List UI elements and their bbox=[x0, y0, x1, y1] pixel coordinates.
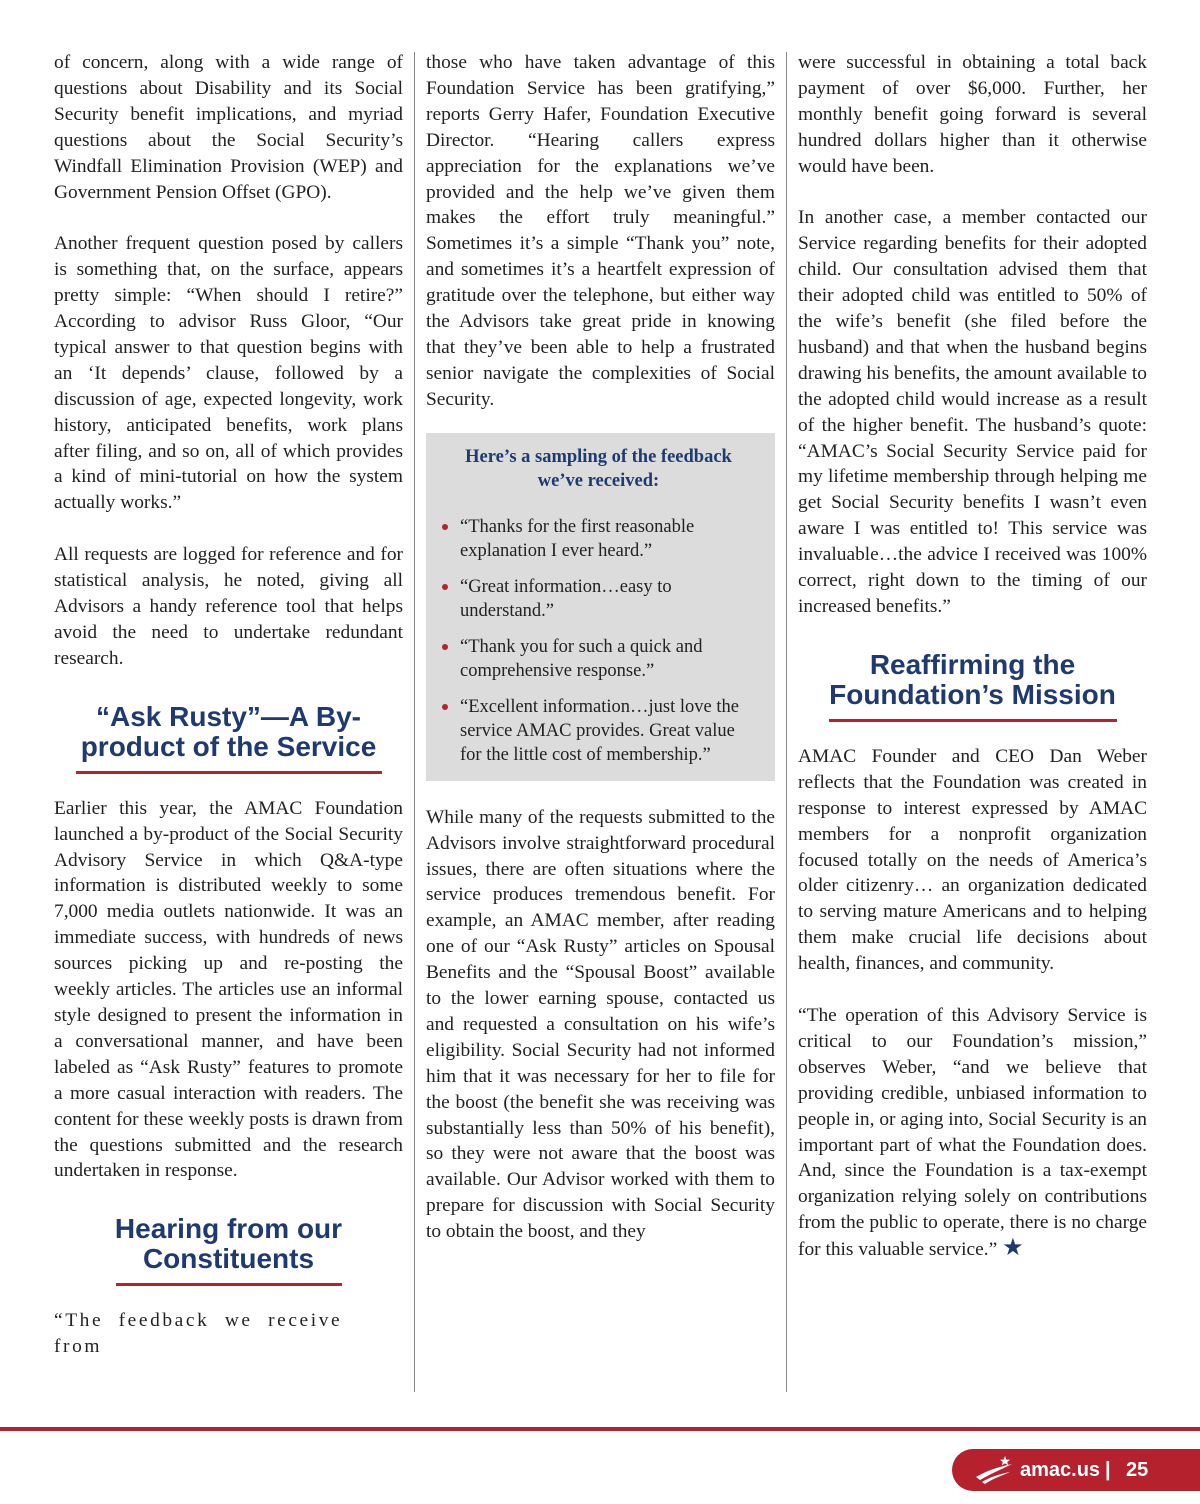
section-heading: Hearing from our Constituents bbox=[114, 1213, 343, 1275]
paragraph: “The feedback we receive from bbox=[54, 1310, 343, 1358]
feedback-box bbox=[426, 433, 775, 781]
feedback-heading: Here’s a sampling of the feedback we’ve received: bbox=[465, 446, 732, 491]
bullet-icon bbox=[442, 644, 448, 650]
section-hearing-constituents bbox=[54, 1214, 403, 1286]
paragraph bbox=[798, 1003, 1147, 1263]
column-middle bbox=[426, 50, 775, 1245]
star-icon: ★ bbox=[1002, 1235, 1024, 1262]
section-reaffirming-mission bbox=[798, 650, 1147, 722]
footer-separator: | bbox=[1105, 1459, 1111, 1481]
paragraph: those who have taken advantage of this Foundation Service has been gratifying,” reports Gerry Hafer, Foundation Executive Director. “Hearing callers express appreciation for the explanations we’ve provided and the help we’ve given them makes the effort truly meaningful.” Sometimes it’s a simple “Thank you” note, and sometimes it’s a heartfelt expression of gratitude over the telephone, but either way the Advisors take great pride in knowing that they’ve been able to help a frustrated senior navigate the complexities of Social Security. bbox=[426, 52, 775, 410]
amac-logo-icon bbox=[974, 1455, 1014, 1485]
section-ask-rusty bbox=[54, 702, 403, 774]
feedback-item bbox=[442, 695, 755, 767]
heading-underline bbox=[76, 771, 382, 774]
heading-underline bbox=[116, 1283, 342, 1286]
feedback-text: “Great information…easy to understand.” bbox=[460, 576, 672, 621]
footer-page-tab bbox=[952, 1449, 1200, 1491]
feedback-text: “Excellent information…just love the service AMAC provides. Great value for the little cost of membership.” bbox=[460, 696, 739, 765]
paragraph: AMAC Founder and CEO Dan Weber reflects that the Foundation was created in response to interest expressed by AMAC members for a nonprofit organization focused totally on the needs of America’s older citizenry… an organization dedicated to serving mature Americans and to helping them make crucial life decisions about health, finances, and community. bbox=[798, 745, 1147, 975]
paragraph: Another frequent question posed by callers is something that, on the surface, appears pretty simple: “When should I retire?” According to advisor Russ Gloor, “Our typical answer to that question begins with an ‘It depends’ clause, followed by a discussion of age, expected longevity, work history, anticipated benefits, work plans after filing, and so on, all of which provides a kind of mini-tutorial on how the system actually works.” bbox=[54, 233, 403, 514]
column-divider-right bbox=[786, 52, 787, 1392]
feedback-text: “Thanks for the first reasonable explanation I ever heard.” bbox=[460, 516, 695, 561]
column-right bbox=[798, 50, 1147, 1263]
feedback-item bbox=[442, 635, 755, 683]
section-heading: “Ask Rusty”—A By-product of the Service bbox=[80, 700, 377, 762]
paragraph: While many of the requests submitted to the Advisors involve straightforward procedural issues, there are often situations where the service produces tremendous benefit. For example, an AMAC member, after reading one of our “Ask Rusty” articles on Spousal Benefits and the “Spousal Boost” available to the lower earning spouse, contacted us and requested a consultation on his wife’s eligibility. Social Security had not informed him that it was necessary for her to file for the boost (the benefit she was receiving was substantially less than 50% of his benefit), so they were not aware that the boost was available. Our Advisor worked with them to prepare for discussion with Social Security to obtain the boost, and they bbox=[426, 806, 775, 1243]
heading-underline bbox=[829, 719, 1117, 722]
column-divider-left bbox=[414, 52, 415, 1392]
bullet-icon bbox=[442, 704, 448, 710]
paragraph: All requests are logged for reference and for statistical analysis, he noted, giving all Advisors a handy reference tool that helps avoid the need to undertake redundant research. bbox=[54, 544, 403, 669]
bullet-icon bbox=[442, 524, 448, 530]
paragraph: of concern, along with a wide range of questions about Disability and its Social Security benefit implications, and myriad questions about the Social Security’s Windfall Elimination Provision (WEP) and Government Pension Offset (GPO). bbox=[54, 52, 403, 203]
section-heading: Reaffirming the Foundation’s Mission bbox=[829, 648, 1116, 710]
paragraph: In another case, a member contacted our Service regarding benefits for their adopted child. Our consultation advised them that their adopted child was entitled to 50% of the wife’s benefit (she filed before the husband) and that when the husband begins drawing his benefits, the amount available to the adopted child would increase as a result of the higher benefit. The husband’s quote: “AMAC’s Social Security Service paid for my lifetime membership through helping me get Social Security benefits I wasn’t even aware I was entitled to! This service was invaluable…the advice I received was 100% correct, right down to the timing of our increased benefits.” bbox=[798, 207, 1147, 618]
feedback-item bbox=[442, 575, 755, 623]
feedback-list bbox=[442, 515, 755, 767]
column-left bbox=[54, 50, 403, 1360]
paragraph: Earlier this year, the AMAC Foundation launched a by-product of the Social Security Advisory Service in which Q&A-type information is distributed weekly to some 7,000 media outlets nationwide. It was an immediate success, with hundreds of news sources picking up and re-posting the weekly articles. The articles use an informal style designed to present the information in a conversational manner, and have been labeled as “Ask Rusty” features to promote a more casual interaction with readers. The content for these weekly posts is drawn from the questions submitted and the research undertaken in response. bbox=[54, 797, 403, 1182]
paragraph: were successful in obtaining a total back payment of over $6,000. Further, her monthly benefit going forward is several hundred dollars higher than it otherwise would have been. bbox=[798, 52, 1147, 177]
paragraph-text: “The operation of this Advisory Service is critical to our Foundation’s mission,” observes Weber, “and we believe that providing credible, unbiased information to people in, or aging into, Social Security is an important part of what the Foundation does. And, since the Foundation is a tax-exempt organization relying solely on contributions from the public to operate, there is no charge for this valuable service.” bbox=[798, 1004, 1147, 1261]
footer-rule bbox=[0, 1427, 1200, 1431]
feedback-item bbox=[442, 515, 755, 563]
feedback-text: “Thank you for such a quick and comprehensive response.” bbox=[460, 636, 703, 681]
footer-url: amac.us bbox=[1020, 1459, 1101, 1481]
page-number: 25 bbox=[1126, 1459, 1149, 1481]
bullet-icon bbox=[442, 584, 448, 590]
